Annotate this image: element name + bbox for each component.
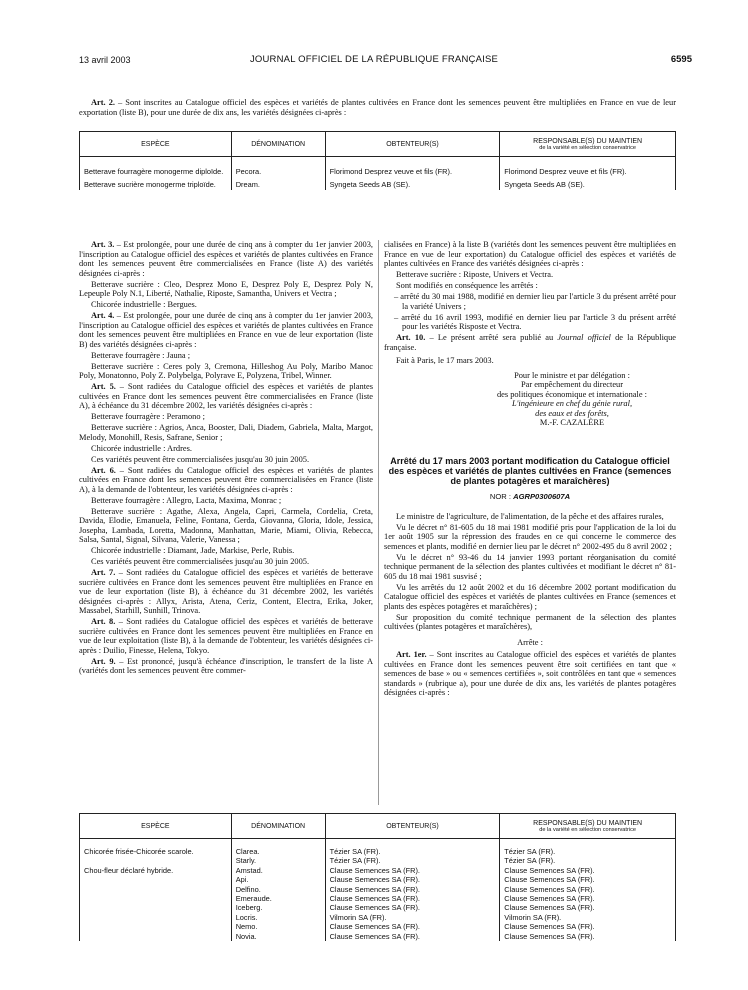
paragraph: Betterave sucrière : Riposte, Univers et Vectra. bbox=[396, 270, 554, 279]
article-text: de la République française. bbox=[384, 333, 677, 352]
article-label: Art. 9. bbox=[91, 656, 116, 666]
column-header-espece: ESPÈCE bbox=[80, 132, 232, 157]
table-body bbox=[80, 157, 676, 190]
article-text: – Sont inscrites au Catalogue officiel des espèces et variétés de plantes cultivées en France dont les semences peuvent être multipliées en France en vue de leur exportation (liste B), pour une durée de dix ans, les variétés désignées ci-après : bbox=[79, 98, 676, 117]
date-line: Fait à Paris, le 17 mars 2003. bbox=[396, 356, 494, 365]
article-label: Art. 6. bbox=[91, 465, 116, 475]
page-number: 6595 bbox=[670, 54, 692, 65]
cell-espece bbox=[80, 932, 232, 941]
right-column bbox=[384, 240, 676, 699]
paragraph: Sur proposition du comité technique permanent de la sélection des plantes cultivées (plantes potagères et maraîchères), bbox=[384, 612, 676, 632]
table-row bbox=[80, 856, 676, 865]
table-row bbox=[80, 875, 676, 884]
paragraph: Betterave sucrière : Agathe, Alexa, Angela, Capri, Carmela, Cordelia, Creta, Davida, Elodie, Emanuela, Feline, Fontana, Gerda, Giovanna, Gloria, Idole, Jessica, Josepha, Lambada, Loretta, Madonna, Manhattan, Marie, Miami, Olivia, Rebecca, Salsa, Santal, Signal, Silvana, Valerie, Vanessa ; bbox=[79, 506, 373, 544]
cell-responsable: Clause Semences SA (FR). bbox=[500, 885, 676, 894]
table-row bbox=[80, 932, 676, 941]
column-header-obtenteur: OBTENTEUR(S) bbox=[325, 132, 500, 157]
article-text: – Est prolongée, pour une durée de cinq ans à compter du 1er janvier 2003, l'inscription au Catalogue officiel des espèces et variétés de plantes cultivées en France dont les semences peuvent être commercialisées en France (liste A) des variétés désignées ci-après : bbox=[79, 240, 373, 278]
responsable-sublabel: de la variété en sélection conservatrice bbox=[539, 826, 636, 833]
table-row bbox=[80, 913, 676, 922]
cell-denomination: Amstad. bbox=[231, 866, 325, 875]
cell-espece bbox=[80, 875, 232, 884]
varieties-table-1 bbox=[79, 131, 676, 190]
paragraph: Betterave sucrière : Cleo, Desprez Mono E, Desprez Poly E, Desprez Poly N, Lepeuple Poly N.1, Liberté, Nathalie, Riposte, Samantha, Univers et Vectra ; bbox=[79, 279, 373, 298]
paragraph: Le ministre de l'agriculture, de l'alimentation, de la pêche et des affaires rurales, bbox=[396, 511, 664, 521]
article-label: Art. 7. bbox=[91, 568, 116, 577]
cell-denomination: Clarea. bbox=[231, 839, 325, 857]
article-text: – Sont radiées du Catalogue officiel des espèces et variétés de plantes cultivées en France dont les semences peuvent être commercialisées en France (liste A), à échéance du 31 décembre 2002, les variétés désignées ci-après : bbox=[79, 382, 373, 410]
paragraph: Chicorée industrielle : Diamant, Jade, Markise, Perle, Rubis. bbox=[91, 546, 295, 555]
signature-line: Par empêchement du directeur bbox=[520, 380, 624, 390]
article-label: Art. 8. bbox=[91, 617, 116, 626]
cell-denomination: Pecora. bbox=[231, 157, 325, 181]
cell-obtenteur: Tézier SA (FR). bbox=[325, 839, 500, 857]
column-header-responsable bbox=[500, 814, 676, 839]
journal-title: JOURNAL OFFICIEL DE LA RÉPUBLIQUE FRANÇAISE bbox=[249, 54, 499, 65]
cell-responsable: Vilmorin SA (FR). bbox=[500, 913, 676, 922]
column-header-denomination: DÉNOMINATION bbox=[231, 132, 325, 157]
column-divider bbox=[378, 240, 379, 805]
cell-denomination: Api. bbox=[231, 875, 325, 884]
paragraph: Sont modifiés en conséquence les arrêtés : bbox=[396, 281, 538, 290]
arrete-label: Arrête : bbox=[517, 637, 543, 647]
header-date: 13 avril 2003 bbox=[79, 55, 131, 65]
cell-denomination: Delfino. bbox=[231, 885, 325, 894]
cell-obtenteur: Clause Semences SA (FR). bbox=[325, 932, 500, 941]
paragraph: Ces variétés peuvent être commercialisées jusqu'au 30 juin 2005. bbox=[91, 454, 310, 464]
cell-obtenteur: Tézier SA (FR). bbox=[325, 856, 500, 865]
list-item: – arrêté du 30 mai 1988, modifié en dernier lieu par l'article 3 du présent arrêté pour la variété Univers ; bbox=[394, 292, 676, 311]
article-label: Art. 10. bbox=[396, 333, 426, 342]
column-header-denomination: DÉNOMINATION bbox=[231, 814, 325, 839]
cell-espece bbox=[80, 894, 232, 903]
varieties-table-2 bbox=[79, 813, 676, 941]
journal-reference: Journal officiel bbox=[557, 333, 611, 342]
signature-line: L'ingénieure en chef du génie rural, bbox=[511, 399, 633, 409]
paragraph: Chicorée industrielle : Ardres. bbox=[91, 443, 192, 453]
article-text: – Sont radiées du Catalogue officiel des espèces et variétés de betterave sucrière cultivées en France dont les semences peuvent être multipliées en France en vue de leur exploitation (liste B), à la demande de l'obtenteur, les variétés désignées ci-après : Duilio, Finesse, Helena, Tokyo. bbox=[79, 617, 373, 655]
cell-responsable: Clause Semences SA (FR). bbox=[500, 894, 676, 903]
paragraph: Vu les arrêtés du 12 août 2002 et du 16 décembre 2002 portant modification du Catalogue officiel des espèces et variétés de plantes cultivées en France (semences et plants des espèces potagères et maraîchères) ; bbox=[384, 582, 676, 611]
paragraph: Betterave sucrière : Ceres poly 3, Cremona, Hilleshog Au Poly, Maribo Manoc Poly, Monatonno, Poly Z. Polybelga, Polyrave E, Polyzena, Tribel, Winner. bbox=[79, 361, 373, 380]
cell-obtenteur: Clause Semences SA (FR). bbox=[325, 875, 500, 884]
cell-obtenteur: Clause Semences SA (FR). bbox=[325, 903, 500, 912]
article-label: Art. 4. bbox=[91, 311, 115, 320]
cell-responsable: Syngeta Seeds AB (SE). bbox=[500, 180, 676, 189]
left-column bbox=[79, 240, 373, 677]
article-label: Art. 1er. bbox=[396, 650, 427, 660]
cell-responsable: Clause Semences SA (FR). bbox=[500, 875, 676, 884]
signature-line: Pour le ministre et par délégation : bbox=[514, 370, 630, 380]
table-row bbox=[80, 180, 676, 189]
cell-obtenteur: Florimond Desprez veuve et fils (FR). bbox=[325, 157, 500, 181]
cell-responsable: Tézier SA (FR). bbox=[500, 839, 676, 857]
column-header-responsable bbox=[500, 132, 676, 157]
paragraph: Ces variétés peuvent être commercialisées jusqu'au 30 juin 2005. bbox=[91, 557, 310, 566]
responsable-label: RESPONSABLE(S) DU MAINTIEN bbox=[533, 819, 643, 827]
cell-responsable: Tézier SA (FR). bbox=[500, 856, 676, 865]
cell-denomination: Emeraude. bbox=[231, 894, 325, 903]
cell-responsable: Clause Semences SA (FR). bbox=[500, 932, 676, 941]
list-item: – arrêté du 16 avril 1993, modifié en dernier lieu par l'article 3 du présent arrêté pour les variétés Risposte et Vectra. bbox=[394, 312, 676, 331]
cell-espece: Betterave sucrière monogerme triploïde. bbox=[80, 180, 232, 189]
article-text: – Sont radiées du Catalogue officiel des espèces et variétés de plantes cultivées en France dont les semences peuvent être commercialisées en France (liste A), à la demande de l'obtenteur, les variétés désignées ci-après : bbox=[79, 465, 373, 494]
table-row bbox=[80, 903, 676, 912]
article-text: – Le présent arrêté sera publié au bbox=[425, 333, 558, 342]
cell-denomination: Novia. bbox=[231, 932, 325, 941]
column-header-espece: ESPÈCE bbox=[80, 814, 232, 839]
signatory-name: M.-F. CAZALÈRE bbox=[539, 418, 605, 428]
cell-denomination: Iceberg. bbox=[231, 903, 325, 912]
article-text: – Est prolongée, pour une durée de cinq ans à compter du 1er janvier 2003, l'inscription au Catalogue officiel des espèces et variétés de plantes cultivées en France dont les semences peuvent être multipliées en France en vue de leur exportation (liste B) des variétés désignées ci-après : bbox=[79, 311, 373, 349]
paragraph: Betterave sucrière : Agrios, Anca, Booster, Dali, Diadem, Gabriela, Malta, Margot, Melody, Monohill, Resis, Safrane, Senior ; bbox=[79, 423, 373, 442]
paragraph: Betterave fourragère : Jauna ; bbox=[91, 350, 191, 360]
cell-espece: Betterave fourragère monogerme diploïde. bbox=[80, 157, 232, 181]
cell-denomination: Dream. bbox=[231, 180, 325, 189]
nor-value: AGRP0300607A bbox=[513, 492, 571, 502]
cell-obtenteur: Clause Semences SA (FR). bbox=[325, 922, 500, 931]
decree-title: Arrêté du 17 mars 2003 portant modification du Catalogue officiel des espèces et variétés de plantes cultivées en France (semences de plantes potagères et maraîchères) bbox=[388, 456, 672, 487]
cell-denomination: Nemo. bbox=[231, 922, 325, 931]
article-text: – Sont radiées du Catalogue officiel des espèces et variétés de betterave sucrière cultivées en France dont les semences peuvent être multipliées en France en vue de leur exportation (liste B), à échéance du 31 décembre 2002, les variétés désignées ci-après : Allyx, Arista, Atena, Ceriz, Content, Electra, Erika, Joker, Massabel, Starhill, Sunhill, Trinova. bbox=[79, 568, 373, 615]
responsable-label: RESPONSABLE(S) DU MAINTIEN bbox=[533, 137, 643, 145]
cell-responsable: Clause Semences SA (FR). bbox=[500, 866, 676, 875]
paragraph: cialisées en France) à la liste B (variétés dont les semences peuvent être multipliées en France en vue de leur exportation) du Catalogue officiel des espèces et variétés de plantes cultivées en France des variétés désignées ci-après : bbox=[384, 240, 676, 268]
table-row bbox=[80, 157, 676, 181]
article-label: Art. 2. bbox=[91, 98, 115, 107]
cell-obtenteur: Syngeta Seeds AB (SE). bbox=[325, 180, 500, 189]
nor-label: NOR : bbox=[489, 492, 514, 502]
article-label: Art. 3. bbox=[91, 240, 115, 249]
cell-responsable: Clause Semences SA (FR). bbox=[500, 903, 676, 912]
cell-espece bbox=[80, 922, 232, 931]
cell-obtenteur: Clause Semences SA (FR). bbox=[325, 885, 500, 894]
cell-espece bbox=[80, 913, 232, 922]
table-row bbox=[80, 922, 676, 931]
cell-espece: Chou-fleur déclaré hybride. bbox=[80, 866, 232, 875]
cell-denomination: Starly. bbox=[231, 856, 325, 865]
cell-espece bbox=[80, 903, 232, 912]
paragraph: Vu le décret n° 93-46 du 14 janvier 1993 portant réorganisation du comité technique permanent de la sélection des plantes cultivées et modifiant le décret n° 81-605 du 18 mai 1981 susvisé ; bbox=[384, 552, 676, 581]
signature-block bbox=[384, 371, 676, 429]
table-row bbox=[80, 885, 676, 894]
paragraph: Chicorée industrielle : Bergues. bbox=[91, 300, 197, 309]
signature-line: des politiques économique et internationale : bbox=[496, 389, 647, 399]
cell-obtenteur: Clause Semences SA (FR). bbox=[325, 866, 500, 875]
column-header-obtenteur: OBTENTEUR(S) bbox=[325, 814, 500, 839]
cell-espece bbox=[80, 856, 232, 865]
table-row bbox=[80, 894, 676, 903]
responsable-sublabel: de la variété en sélection conservatrice bbox=[539, 144, 636, 151]
nor-reference bbox=[384, 492, 676, 502]
paragraph: Vu le décret n° 81-605 du 18 mai 1981 modifié pris pour l'application de la loi du 1er août 1905 sur la répression des fraudes en ce qui concerne le commerce des semences et plants, modifié en dernier lieu par le décret n° 2002-495 du 8 avril 2002 ; bbox=[384, 522, 676, 551]
paragraph: Betterave fourragère : Allegro, Lacta, Maxima, Monrac ; bbox=[91, 495, 282, 505]
table-header-row bbox=[80, 814, 676, 839]
table-body bbox=[80, 839, 676, 942]
cell-espece bbox=[80, 885, 232, 894]
article-text: – Sont inscrites au Catalogue officiel des espèces et variétés de plantes cultivées en France dont les semences peuvent être soit certifiées en tant que « semences de base » ou « semences certifiées », soit contrôlées en tant que « semences standards » (rubrique a), pour une durée de dix ans, les variétés de plantes potagères désignées ci-après : bbox=[384, 650, 677, 698]
cell-denomination: Locris. bbox=[231, 913, 325, 922]
table-header-row bbox=[80, 132, 676, 157]
article-2 bbox=[79, 98, 676, 119]
article-text: – Est prononcé, jusqu'à échéance d'inscription, le transfert de la liste A (variétés dont les semences peuvent être commer- bbox=[79, 656, 373, 675]
table-row bbox=[80, 839, 676, 857]
signature-line: des eaux et des forêts, bbox=[535, 408, 609, 418]
cell-obtenteur: Vilmorin SA (FR). bbox=[325, 913, 500, 922]
cell-responsable: Clause Semences SA (FR). bbox=[500, 922, 676, 931]
paragraph: Betterave fourragère : Peramono ; bbox=[91, 412, 205, 421]
article-label: Art. 5. bbox=[91, 382, 116, 391]
cell-obtenteur: Clause Semences SA (FR). bbox=[325, 894, 500, 903]
cell-responsable: Florimond Desprez veuve et fils (FR). bbox=[500, 157, 676, 181]
table-row bbox=[80, 866, 676, 875]
cell-espece: Chicorée frisée-Chicorée scarole. bbox=[80, 839, 232, 857]
